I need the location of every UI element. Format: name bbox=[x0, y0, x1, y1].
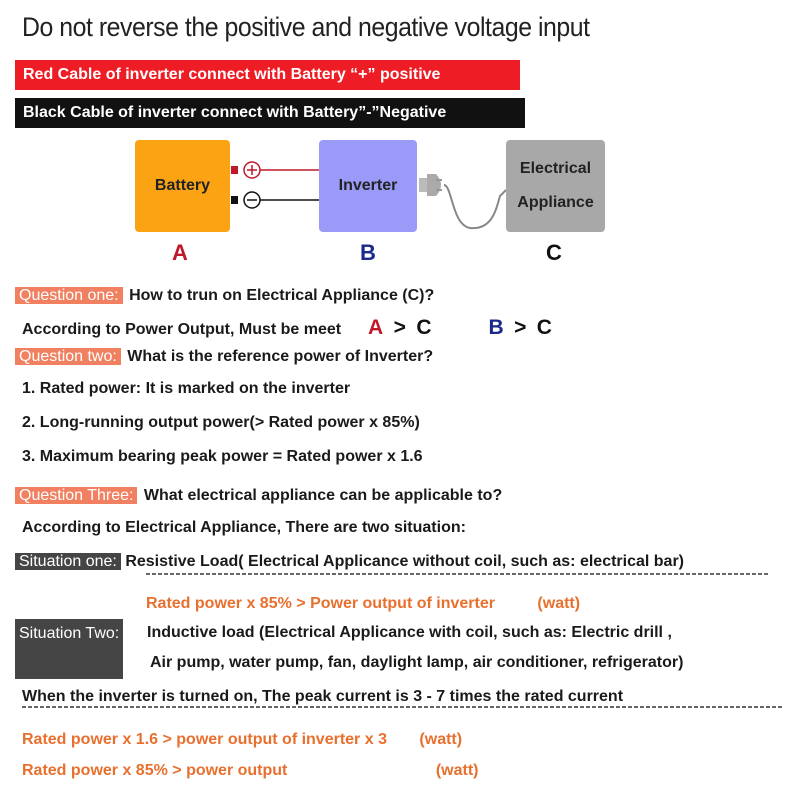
inverter-box bbox=[319, 140, 417, 232]
relation-c-1: C bbox=[416, 316, 432, 339]
red-cable-banner: Red Cable of inverter connect with Battery “+” positive bbox=[15, 60, 520, 90]
power-output-row bbox=[22, 316, 552, 338]
peak-power-item: 3. Maximum bearing peak power = Rated power x 1.6 bbox=[22, 448, 423, 465]
situation-two-text-line1: Inductive load (Electrical Applicance with coil, such as: Electric drill , bbox=[147, 624, 672, 641]
letter-a: A bbox=[172, 240, 188, 265]
negative-terminal bbox=[231, 196, 238, 204]
letter-c: C bbox=[546, 240, 562, 265]
black-cable-banner: Black Cable of inverter connect with Battery”-”Negative bbox=[15, 98, 525, 128]
question-three-text: What electrical appliance can be applicable to? bbox=[143, 487, 503, 504]
question-three-label: Question Three: bbox=[15, 487, 137, 504]
power-output-text: According to Power Output, Must be meet bbox=[22, 321, 342, 338]
power-cable bbox=[444, 185, 506, 228]
situation-one-formula: Rated power x 85% > Power output of inverter bbox=[146, 595, 495, 612]
long-running-power-item: 2. Long-running output power(> Rated power x 85%) bbox=[22, 414, 420, 431]
situation-one-row bbox=[15, 548, 684, 576]
formula-one-unit: (watt) bbox=[419, 731, 463, 748]
minus-icon bbox=[244, 192, 260, 208]
question-two-text: What is the reference power of Inverter? bbox=[127, 348, 434, 365]
battery-label: Battery bbox=[154, 177, 211, 194]
relation-gt-2: > bbox=[514, 316, 527, 339]
question-two-label: Question two: bbox=[15, 348, 121, 365]
plug-icon bbox=[419, 174, 442, 196]
formula-two-row bbox=[22, 762, 478, 780]
formula-one-row bbox=[22, 731, 462, 749]
situation-two-label: Situation Two: bbox=[15, 619, 123, 679]
appliance-label-line2: Appliance bbox=[517, 194, 594, 211]
letter-b: B bbox=[360, 240, 376, 265]
situation-one-text: Resistive Load( Electrical Applicance without coil, such as: electrical bar) bbox=[125, 553, 685, 570]
rated-power-item: 1. Rated power: It is marked on the inverter bbox=[22, 380, 351, 397]
relation-gt-1: > bbox=[393, 316, 406, 339]
formula-one-text: Rated power x 1.6 > power output of inverter x 3 bbox=[22, 731, 387, 748]
question-three-row bbox=[15, 482, 502, 510]
question-two-row bbox=[15, 343, 433, 371]
question-one-label: Question one: bbox=[15, 287, 123, 304]
battery-box bbox=[135, 140, 230, 232]
two-situations-text: According to Electrical Appliance, There are two situation: bbox=[22, 519, 466, 536]
situation-two-text-line2: Air pump, water pump, fan, daylight lamp, air conditioner, refrigerator) bbox=[150, 654, 684, 671]
formula-two-text: Rated power x 85% > power output bbox=[22, 762, 288, 779]
relation-a: A bbox=[368, 316, 384, 339]
question-one-row bbox=[15, 282, 434, 310]
situation-one-label: Situation one: bbox=[15, 553, 121, 570]
relation-c-2: C bbox=[536, 316, 552, 339]
page-title: Do not reverse the positive and negative voltage input bbox=[22, 12, 590, 42]
appliance-box bbox=[506, 140, 605, 232]
question-one-text: How to trun on Electrical Appliance (C)? bbox=[129, 287, 435, 304]
formula-two-unit: (watt) bbox=[435, 762, 479, 779]
peak-current-note: When the inverter is turned on, The peak current is 3 - 7 times the rated current bbox=[22, 688, 624, 705]
situation-one-formula-row bbox=[146, 595, 580, 613]
inverter-label: Inverter bbox=[338, 177, 398, 194]
relation-b: B bbox=[488, 316, 504, 339]
appliance-label-line1: Electrical bbox=[519, 160, 592, 177]
positive-terminal bbox=[231, 166, 238, 174]
situation-one-unit: (watt) bbox=[537, 595, 581, 612]
plus-icon bbox=[244, 162, 260, 178]
